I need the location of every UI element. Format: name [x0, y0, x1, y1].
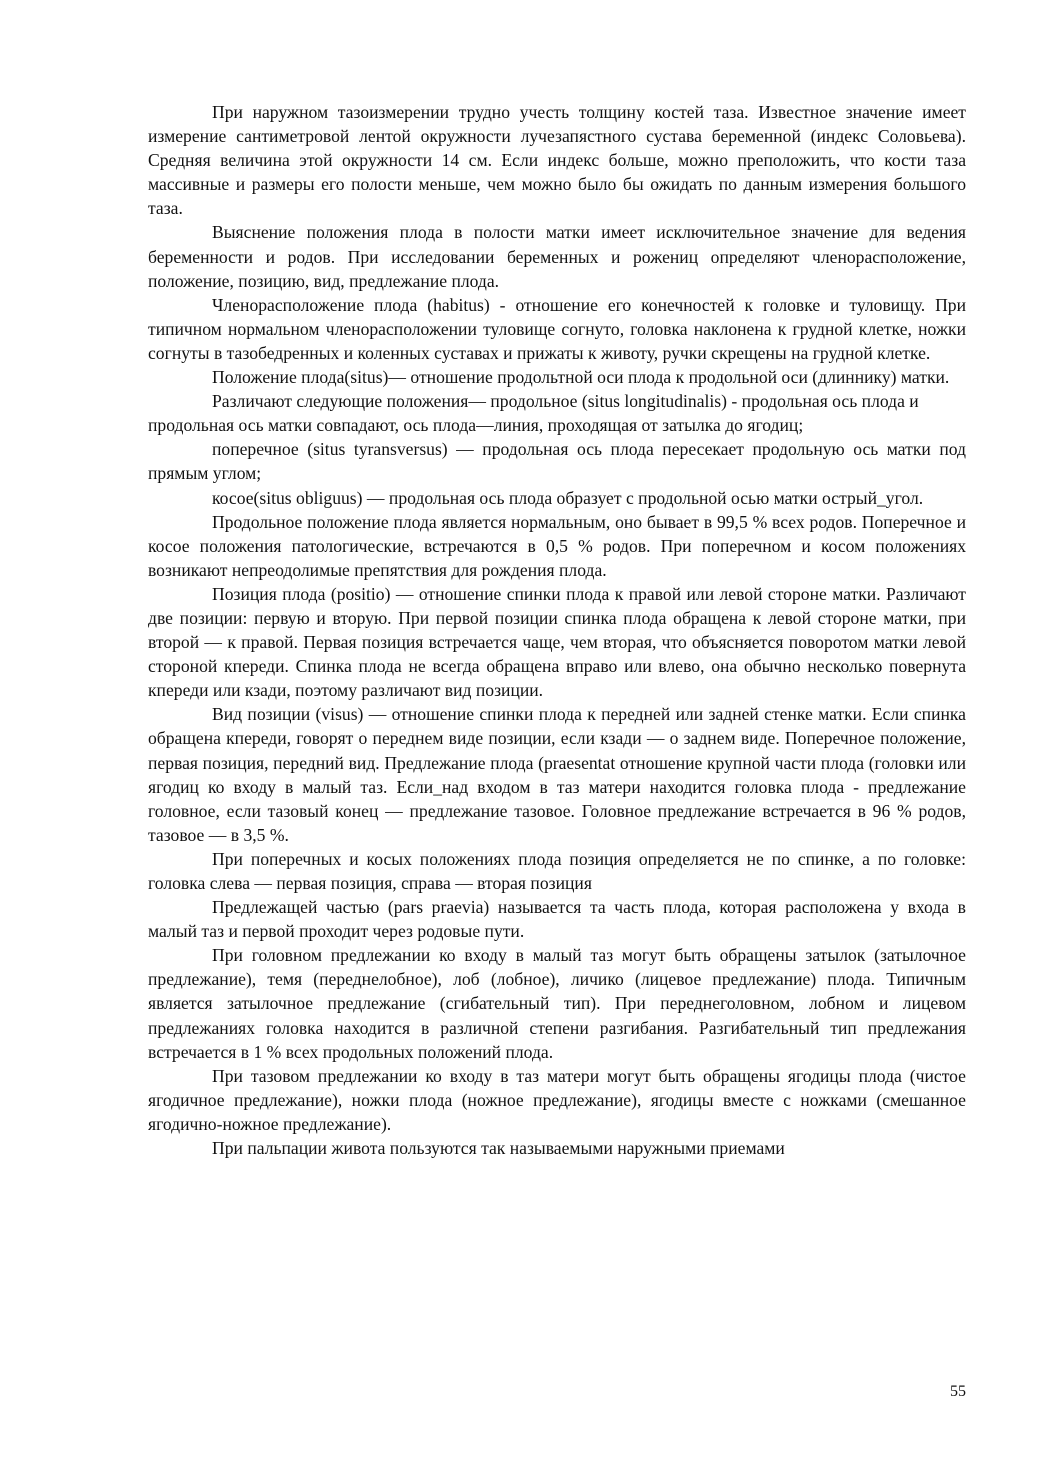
paragraph-longitudinal: Различают следующие положения— продольное (situs longitudinalis) - продольная ось плода и продольная ось матки совпадают, ось плода—линия, проходящая от затылка до ягодиц;: [148, 391, 919, 436]
page-number: 55: [950, 1383, 966, 1400]
paragraph-oblique: косое(situs obliguus) — продольная ось плода образует с продольной осью матки острый_угол.: [212, 487, 924, 508]
paragraph-habitus: Членорасположение плода (habitus) - отношение его конечностей к головке и туловищу. При типичном нормальном членорасположении туловище согнуто, головка наклонена к грудной клетке, ножки согнуты в тазобедренных и коленных суставах и прижаты к животу, ручки скрещены на грудной клетке.: [148, 294, 966, 363]
paragraph-visus: Вид позиции (visus) — отношение спинки плода к передней или задней стенке матки. Если спинка обращена кпереди, говорят о переднем виде позиции, если кзади — о заднем виде. Поперечное положение, первая позиция, передний вид. Предлежание плода (praesentat отношение крупной части плода (головки или ягодиц ко входу в малый таз. Если_над входом в таз матери находится головка плода - предлежание головное, если тазовый конец — предлежание тазовое. Головное предлежание встречается в 96 % родов, тазовое — в 3,5 %.: [148, 704, 966, 845]
paragraph-palpation: При пальпации живота пользуются так называемыми наружными приемами: [212, 1138, 785, 1159]
paragraph-position-frequency: Продольное положение плода является нормальным, оно бывает в 99,5 % всех родов. Поперечное и косое положения патологические, встречаются в 0,5 % родов. При поперечном и косом положениях возникают непреодолимые препятствия для рождения плода.: [148, 511, 966, 580]
paragraph-pelvimetry: При наружном тазоизмерении трудно учесть толщину костей таза. Известное значение имеет измерение сантиметровой лентой окружности лучезапястного сустава беременной (индекс Соловьева). Средняя величина этой окружности 14 см. Если индекс больше, можно преположить, что кости таза массивные и размеры его полости меньше, чем можно было бы ожидать по данным измерения большого таза.: [148, 102, 966, 219]
paragraph-transverse-position-rule: При поперечных и косых положениях плода позиция определяется не по спинке, а по головке: головка слева — первая позиция, справа — вторая позиция: [148, 848, 966, 893]
paragraph-head-presentation: При головном предлежании ко входу в малый таз могут быть обращены затылок (затылочное предлежание), темя (переднелобное), лоб (лобное), личико (лицевое предлежание) плода. Типичным является затылочное предлежание (сгибательный тип). При переднеголовном, лобном и лицевом предлежаниях головка находится в различной степени разгибания. Разгибательный тип предлежания встречается в 1 % всех продольных положений плода.: [148, 945, 966, 1062]
paragraph-breech-presentation: При тазовом предлежании ко входу в таз матери могут быть обращены ягодицы плода (чистое ягодичное предлежание), ножки плода (ножное предлежание), ягодицы вместе с ножками (смешанное ягодично-ножное предлежание).: [148, 1065, 966, 1134]
paragraph-pars-praevia: Предлежащей частью (pars praevia) называется та часть плода, которая расположена у входа в малый таз и первой проходит через родовые пути.: [148, 897, 966, 942]
paragraph-situs: Положение плода(situs)— отношение продольтной оси плода к продольной оси (длиннику) матки.: [212, 367, 950, 388]
document-page: [148, 100, 966, 1160]
paragraph-positio: Позиция плода (positio) — отношение спинки плода к правой или левой стороне матки. Различают две позиции: первую и вторую. При первой позиции спинка плода обращена к левой стороне матки, при второй — к правой. Первая позиция встречается чаще, чем вторая, что объясняется поворотом матки левой стороной кпереди. Спинка плода не всегда обращена вправо или влево, она обычно несколько повернута кпереди или кзади, поэтому различают вид позиции.: [148, 583, 966, 701]
paragraph-transverse: поперечное (situs tyransversus) — продольная ось плода пересекает продольную ось матки под прямым углом;: [148, 439, 966, 484]
paragraph-fetal-position-intro: Выяснение положения плода в полости матки имеет исключительное значение для ведения беременности и родов. При исследовании беременных и рожениц определяют членорасположение, положение, позицию, вид, предлежание плода.: [148, 222, 966, 291]
